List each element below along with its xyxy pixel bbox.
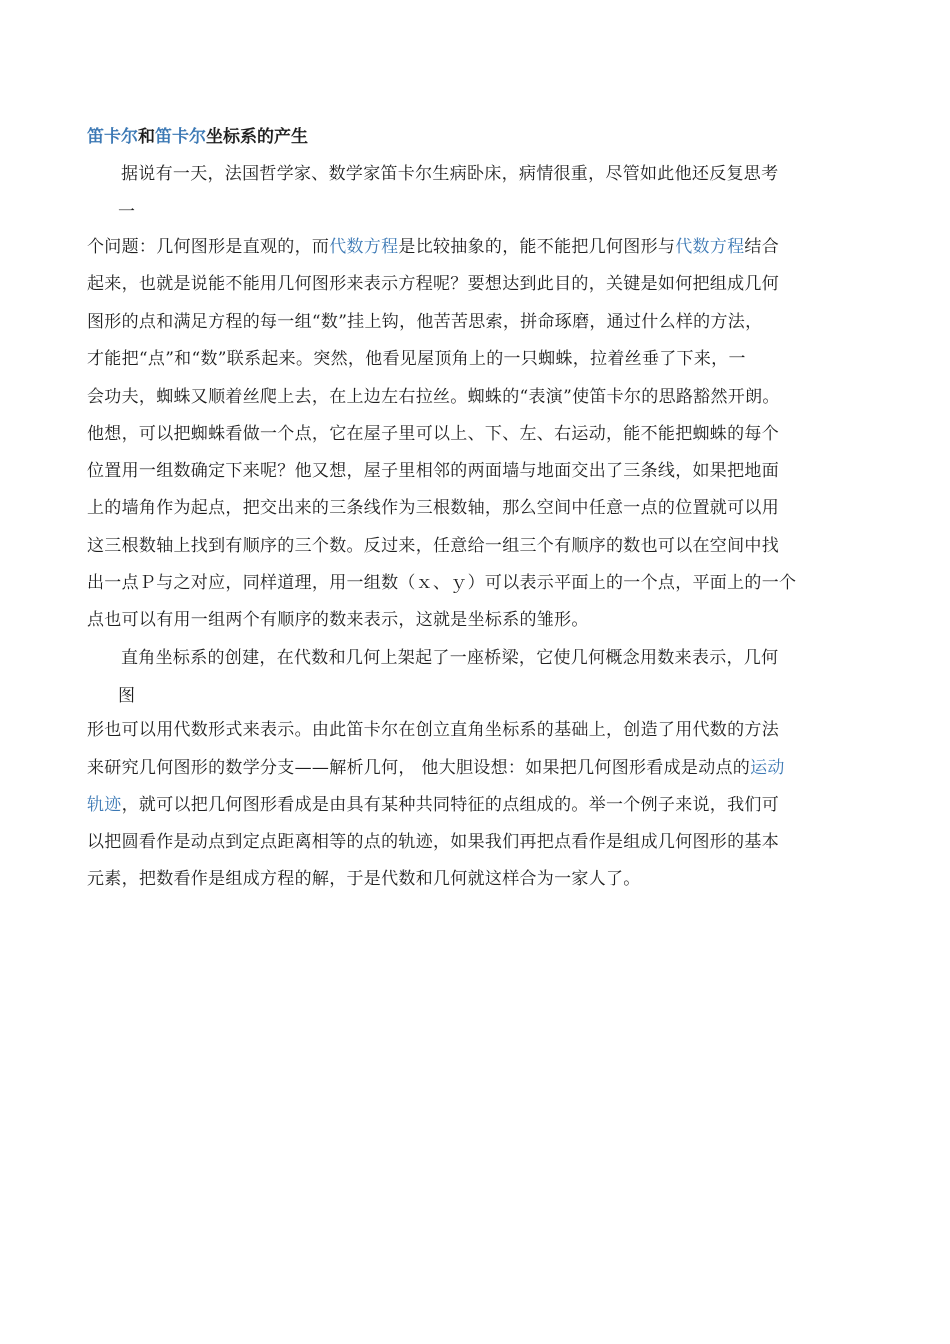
paragraph-line: 点也可以有用一组两个有顺序的数来表示，这就是坐标系的雏形。 (87, 610, 589, 630)
text-segment: ，就可以把几何图形看成是由具有某种共同特征的点组成的。举一个例子来说，我们可 (121, 795, 780, 815)
paragraph-line: 出一点Ｐ与之对应，同样道理，用一组数（ｘ、ｙ）可以表示平面上的一个点，平面上的一个 (87, 573, 797, 593)
text-segment: 是比较抽象的，能不能把几何图形与 (398, 237, 676, 257)
text-segment: 结合 (744, 237, 780, 257)
title-link-descartes[interactable]: 笛卡尔 (87, 127, 138, 147)
paragraph-line: 才能把“点”和“数”联系起来。突然，他看见屋顶角上的一只蜘蛛，拉着丝垂了下来，一 (87, 349, 746, 369)
paragraph-line: 图形的点和满足方程的每一组“数”挂上钩，他苦苦思索，拼命琢磨，通过什么样的方法， (87, 312, 763, 332)
title-link-descartes-2[interactable]: 笛卡尔 (155, 127, 206, 147)
paragraph-line: 一 (118, 202, 136, 222)
paragraph-line: 据说有一天，法国哲学家、数学家笛卡尔生病卧床，病情很重，尽管如此他还反复思考 (121, 164, 779, 184)
paragraph-line: 以把圆看作是动点到定点距离相等的点的轨迹，如果我们再把点看作是组成几何图形的基本 (87, 832, 779, 852)
link-algebraic-equation-2[interactable]: 代数方程 (675, 237, 745, 257)
paragraph-line: 形也可以用代数形式来表示。由此笛卡尔在创立直角坐标系的基础上，创造了用代数的方法 (87, 720, 779, 740)
link-trajectory[interactable]: 轨迹 (87, 795, 122, 815)
article-title (87, 124, 308, 150)
text-segment: 个问题：几何图形是直观的，而 (87, 237, 330, 257)
text-segment: 来研究几何图形的数学分支——解析几何， 他大胆设想：如果把几何图形看成是动点的 (87, 758, 751, 778)
title-text-rest: 坐标系的产生 (206, 127, 308, 147)
paragraph-line: 元素，把数看作是组成方程的解，于是代数和几何就这样合为一家人了。 (87, 869, 641, 889)
paragraph-line: 上的墙角作为起点，把交出来的三条线作为三根数轴，那么空间中任意一点的位置就可以用 (87, 498, 779, 518)
paragraph-line: 这三根数轴上找到有顺序的三个数。反过来，任意给一组三个有顺序的数也可以在空间中找 (87, 536, 779, 556)
paragraph-line (87, 234, 779, 260)
paragraph-line (87, 755, 785, 781)
paragraph-line: 直角坐标系的创建，在代数和几何上架起了一座桥梁，它使几何概念用数来表示，几何 (121, 648, 779, 668)
paragraph-line: 起来，也就是说能不能用几何图形来表示方程呢？要想达到此目的，关键是如何把组成几何 (87, 274, 779, 294)
title-text-and: 和 (138, 127, 155, 147)
paragraph-line: 会功夫，蜘蛛又顺着丝爬上去，在上边左右拉丝。蜘蛛的“表演”使笛卡尔的思路豁然开朗。 (87, 387, 780, 407)
link-motion[interactable]: 运动 (750, 758, 785, 778)
paragraph-line: 位置用一组数确定下来呢？他又想，屋子里相邻的两面墙与地面交出了三条线，如果把地面 (87, 461, 779, 481)
paragraph-line: 他想，可以把蜘蛛看做一个点，它在屋子里可以上、下、左、右运动，能不能把蜘蛛的每个 (87, 424, 779, 444)
link-algebraic-equation[interactable]: 代数方程 (329, 237, 399, 257)
paragraph-line: 图 (118, 686, 136, 706)
paragraph-line (87, 792, 779, 818)
